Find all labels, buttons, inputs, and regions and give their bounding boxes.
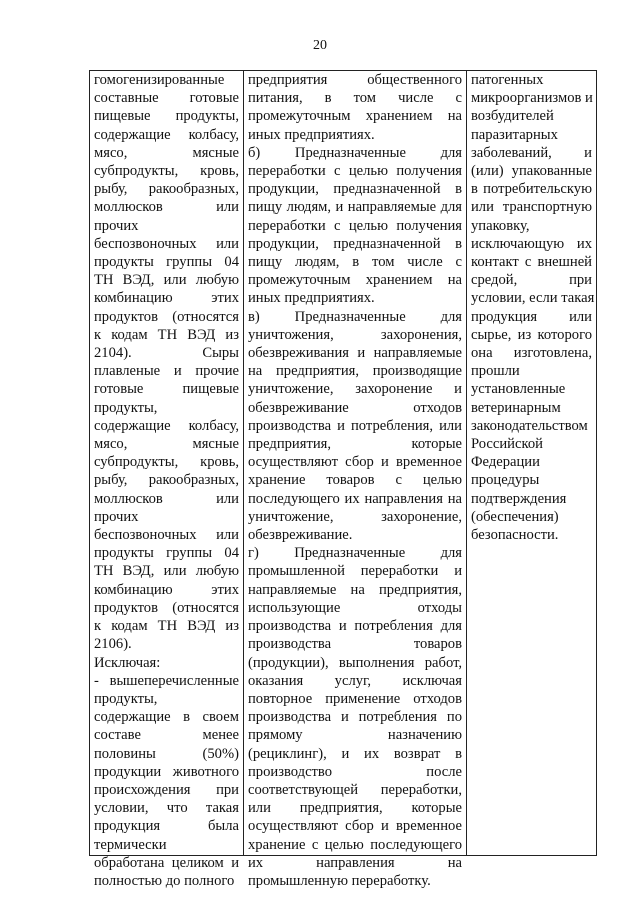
- text-line: обезвреживание отходов: [248, 399, 462, 416]
- text-line: ТН ВЭД, или любую: [94, 272, 239, 289]
- text-line: направляемые на предприятия,: [248, 581, 462, 598]
- text-line: производство после: [248, 763, 462, 780]
- text-line: обезвреживание.: [248, 527, 353, 544]
- text-line: использующие отходы: [248, 599, 462, 616]
- text-line: Российской: [471, 436, 543, 453]
- text-line: она изготовлена,: [471, 345, 592, 362]
- text-line: (обеспечения): [471, 508, 559, 525]
- text-line: производства и потребления по: [248, 709, 462, 726]
- text-line: в) Предназначенные для: [248, 308, 462, 325]
- text-line: полностью до полного: [94, 872, 235, 889]
- text-line: установленные: [471, 381, 566, 398]
- text-line: к кодам ТН ВЭД из: [94, 618, 239, 635]
- text-line: продукты группы 04: [94, 254, 239, 271]
- text-line: уничтожение, захоронение и: [248, 381, 462, 398]
- text-line: рыбу, ракообразных,: [94, 181, 239, 198]
- text-line: мясо, мясные: [94, 144, 239, 161]
- text-line: прочих: [94, 508, 139, 525]
- text-line: беспозвоночных или: [94, 235, 239, 252]
- text-line: (рециклинг), и их возврат в: [248, 745, 462, 762]
- text-line: или предприятия, которые: [248, 800, 462, 817]
- text-line: хранение с целью последующего: [248, 836, 462, 853]
- text-line: уничтожение, захоронение,: [248, 508, 462, 525]
- text-line: подтверждения: [471, 490, 567, 507]
- text-line: ТН ВЭД, или любую: [94, 563, 239, 580]
- text-line: на предприятия, производящие: [248, 363, 462, 380]
- text-line: соответствующей переработки,: [248, 781, 462, 798]
- text-line: последующего их направления на: [248, 490, 462, 507]
- text-line: половины (50%): [94, 745, 239, 762]
- text-line: мясо, мясные: [94, 436, 239, 453]
- text-line: 2104). Сыры: [94, 345, 239, 362]
- text-line: пищу людям, в том числе с: [248, 254, 462, 271]
- text-line: контакт с внешней: [471, 254, 592, 271]
- table-column-product-description: [90, 71, 244, 889]
- text-line: оказания услуг, исключая: [248, 672, 462, 689]
- text-line: хранение товаров с целью: [248, 472, 462, 489]
- text-line: содержащие колбасу,: [94, 126, 239, 143]
- text-line: рыбу, ракообразных,: [94, 472, 239, 489]
- text-line: пищу людям, и направляемые для: [248, 199, 462, 216]
- text-line: безопасности.: [471, 527, 559, 544]
- text-line: обезвреживания и направляемые: [248, 345, 462, 362]
- text-line: законодательством: [471, 417, 588, 434]
- text-line: упаковку,: [471, 217, 530, 234]
- text-line: 2106).: [94, 636, 132, 653]
- text-line: б) Предназначенные для: [248, 144, 462, 161]
- text-line: продукции, предназначенной в: [248, 181, 462, 198]
- text-line: готовые пищевые: [94, 381, 239, 398]
- text-line: продукции, предназначенной в: [248, 235, 462, 252]
- text-line: субпродукты, кровь,: [94, 454, 239, 471]
- text-line: - вышеперечисленные: [94, 672, 239, 689]
- text-line: обработана целиком и: [94, 854, 239, 871]
- text-line: промышленной переработки и: [248, 563, 462, 580]
- text-line: повторное применение отходов: [248, 690, 462, 707]
- text-line: переработки с целью получения: [248, 163, 462, 180]
- text-line: продукция была: [94, 818, 239, 835]
- text-line: или транспортную: [471, 199, 592, 216]
- text-line: средой, при: [471, 272, 592, 289]
- text-line: промышленную переработку.: [248, 872, 431, 889]
- text-line: субпродукты, кровь,: [94, 163, 239, 180]
- text-line: моллюсков или: [94, 490, 239, 507]
- text-line: производства и потребления, или: [248, 417, 462, 434]
- text-line: условии, если такая: [471, 290, 595, 307]
- text-line: к кодам ТН ВЭД из: [94, 326, 239, 343]
- text-line: промежуточным хранением на: [248, 108, 462, 125]
- document-table: [89, 70, 597, 889]
- text-line: прочих: [94, 217, 139, 234]
- text-line: гомогенизированные: [94, 72, 225, 88]
- text-line: составе менее: [94, 727, 239, 744]
- text-line: продукты группы 04: [94, 545, 239, 562]
- text-line: ветеринарным: [471, 399, 561, 416]
- table-column-purpose: [244, 71, 467, 889]
- text-line: заболеваний, и: [471, 144, 592, 161]
- text-line: осуществляют сбор и временное: [248, 818, 462, 835]
- text-line: термически: [94, 836, 167, 853]
- text-line: Федерации: [471, 454, 540, 471]
- text-line: микроорганизмов и: [471, 90, 593, 107]
- text-line: содержащие колбасу,: [94, 417, 239, 434]
- text-line: продукции животного: [94, 763, 239, 780]
- text-line: предприятия, которые: [248, 436, 462, 453]
- text-line: сырье, из которого: [471, 326, 592, 343]
- text-line: (или) упакованные: [471, 163, 592, 180]
- text-line: в потребительскую: [471, 181, 592, 198]
- text-line: осуществляют сбор и временное: [248, 454, 462, 471]
- text-line: производства товаров: [248, 636, 462, 653]
- text-line: комбинацию этих: [94, 290, 239, 307]
- text-line: питания, в том числе с: [248, 90, 462, 107]
- text-line: процедуры: [471, 472, 540, 489]
- text-line: продукты,: [94, 690, 158, 707]
- text-line: условии, что такая: [94, 800, 239, 817]
- text-line: (продукции), выполнения работ,: [248, 654, 462, 671]
- text-line: исключающую их: [471, 235, 592, 252]
- text-line: продуктов (относятся: [94, 308, 239, 325]
- text-line: плавленые и прочие: [94, 363, 239, 380]
- text-line: составные готовые: [94, 90, 239, 107]
- text-line: продукция или: [471, 308, 592, 325]
- text-line: производства и потребления для: [248, 618, 462, 635]
- text-line: предприятия общественного: [248, 72, 462, 88]
- text-line: патогенных: [471, 72, 544, 88]
- table-column-conditions: [467, 71, 596, 855]
- text-line: пищевые продукты,: [94, 108, 239, 125]
- text-line: прямому назначению: [248, 727, 462, 744]
- text-line: иных предприятиях.: [248, 126, 375, 143]
- text-line: Исключая:: [94, 654, 161, 671]
- text-line: их направления на: [248, 854, 462, 871]
- text-line: беспозвоночных или: [94, 527, 239, 544]
- text-line: промежуточным хранением на: [248, 272, 462, 289]
- text-line: продукты,: [94, 399, 158, 416]
- text-line: прошли: [471, 363, 520, 380]
- text-line: возбудителей: [471, 108, 554, 125]
- text-line: паразитарных: [471, 126, 558, 143]
- text-line: происхождения при: [94, 781, 239, 798]
- text-line: уничтожения, захоронения,: [248, 326, 462, 343]
- text-line: моллюсков или: [94, 199, 239, 216]
- text-line: содержащие в своем: [94, 709, 239, 726]
- text-line: переработки с целью получения: [248, 217, 462, 234]
- text-line: г) Предназначенные для: [248, 545, 462, 562]
- text-line: продуктов (относятся: [94, 599, 239, 616]
- text-line: иных предприятиях.: [248, 290, 375, 307]
- text-line: комбинацию этих: [94, 581, 239, 598]
- page-number: 20: [313, 38, 327, 53]
